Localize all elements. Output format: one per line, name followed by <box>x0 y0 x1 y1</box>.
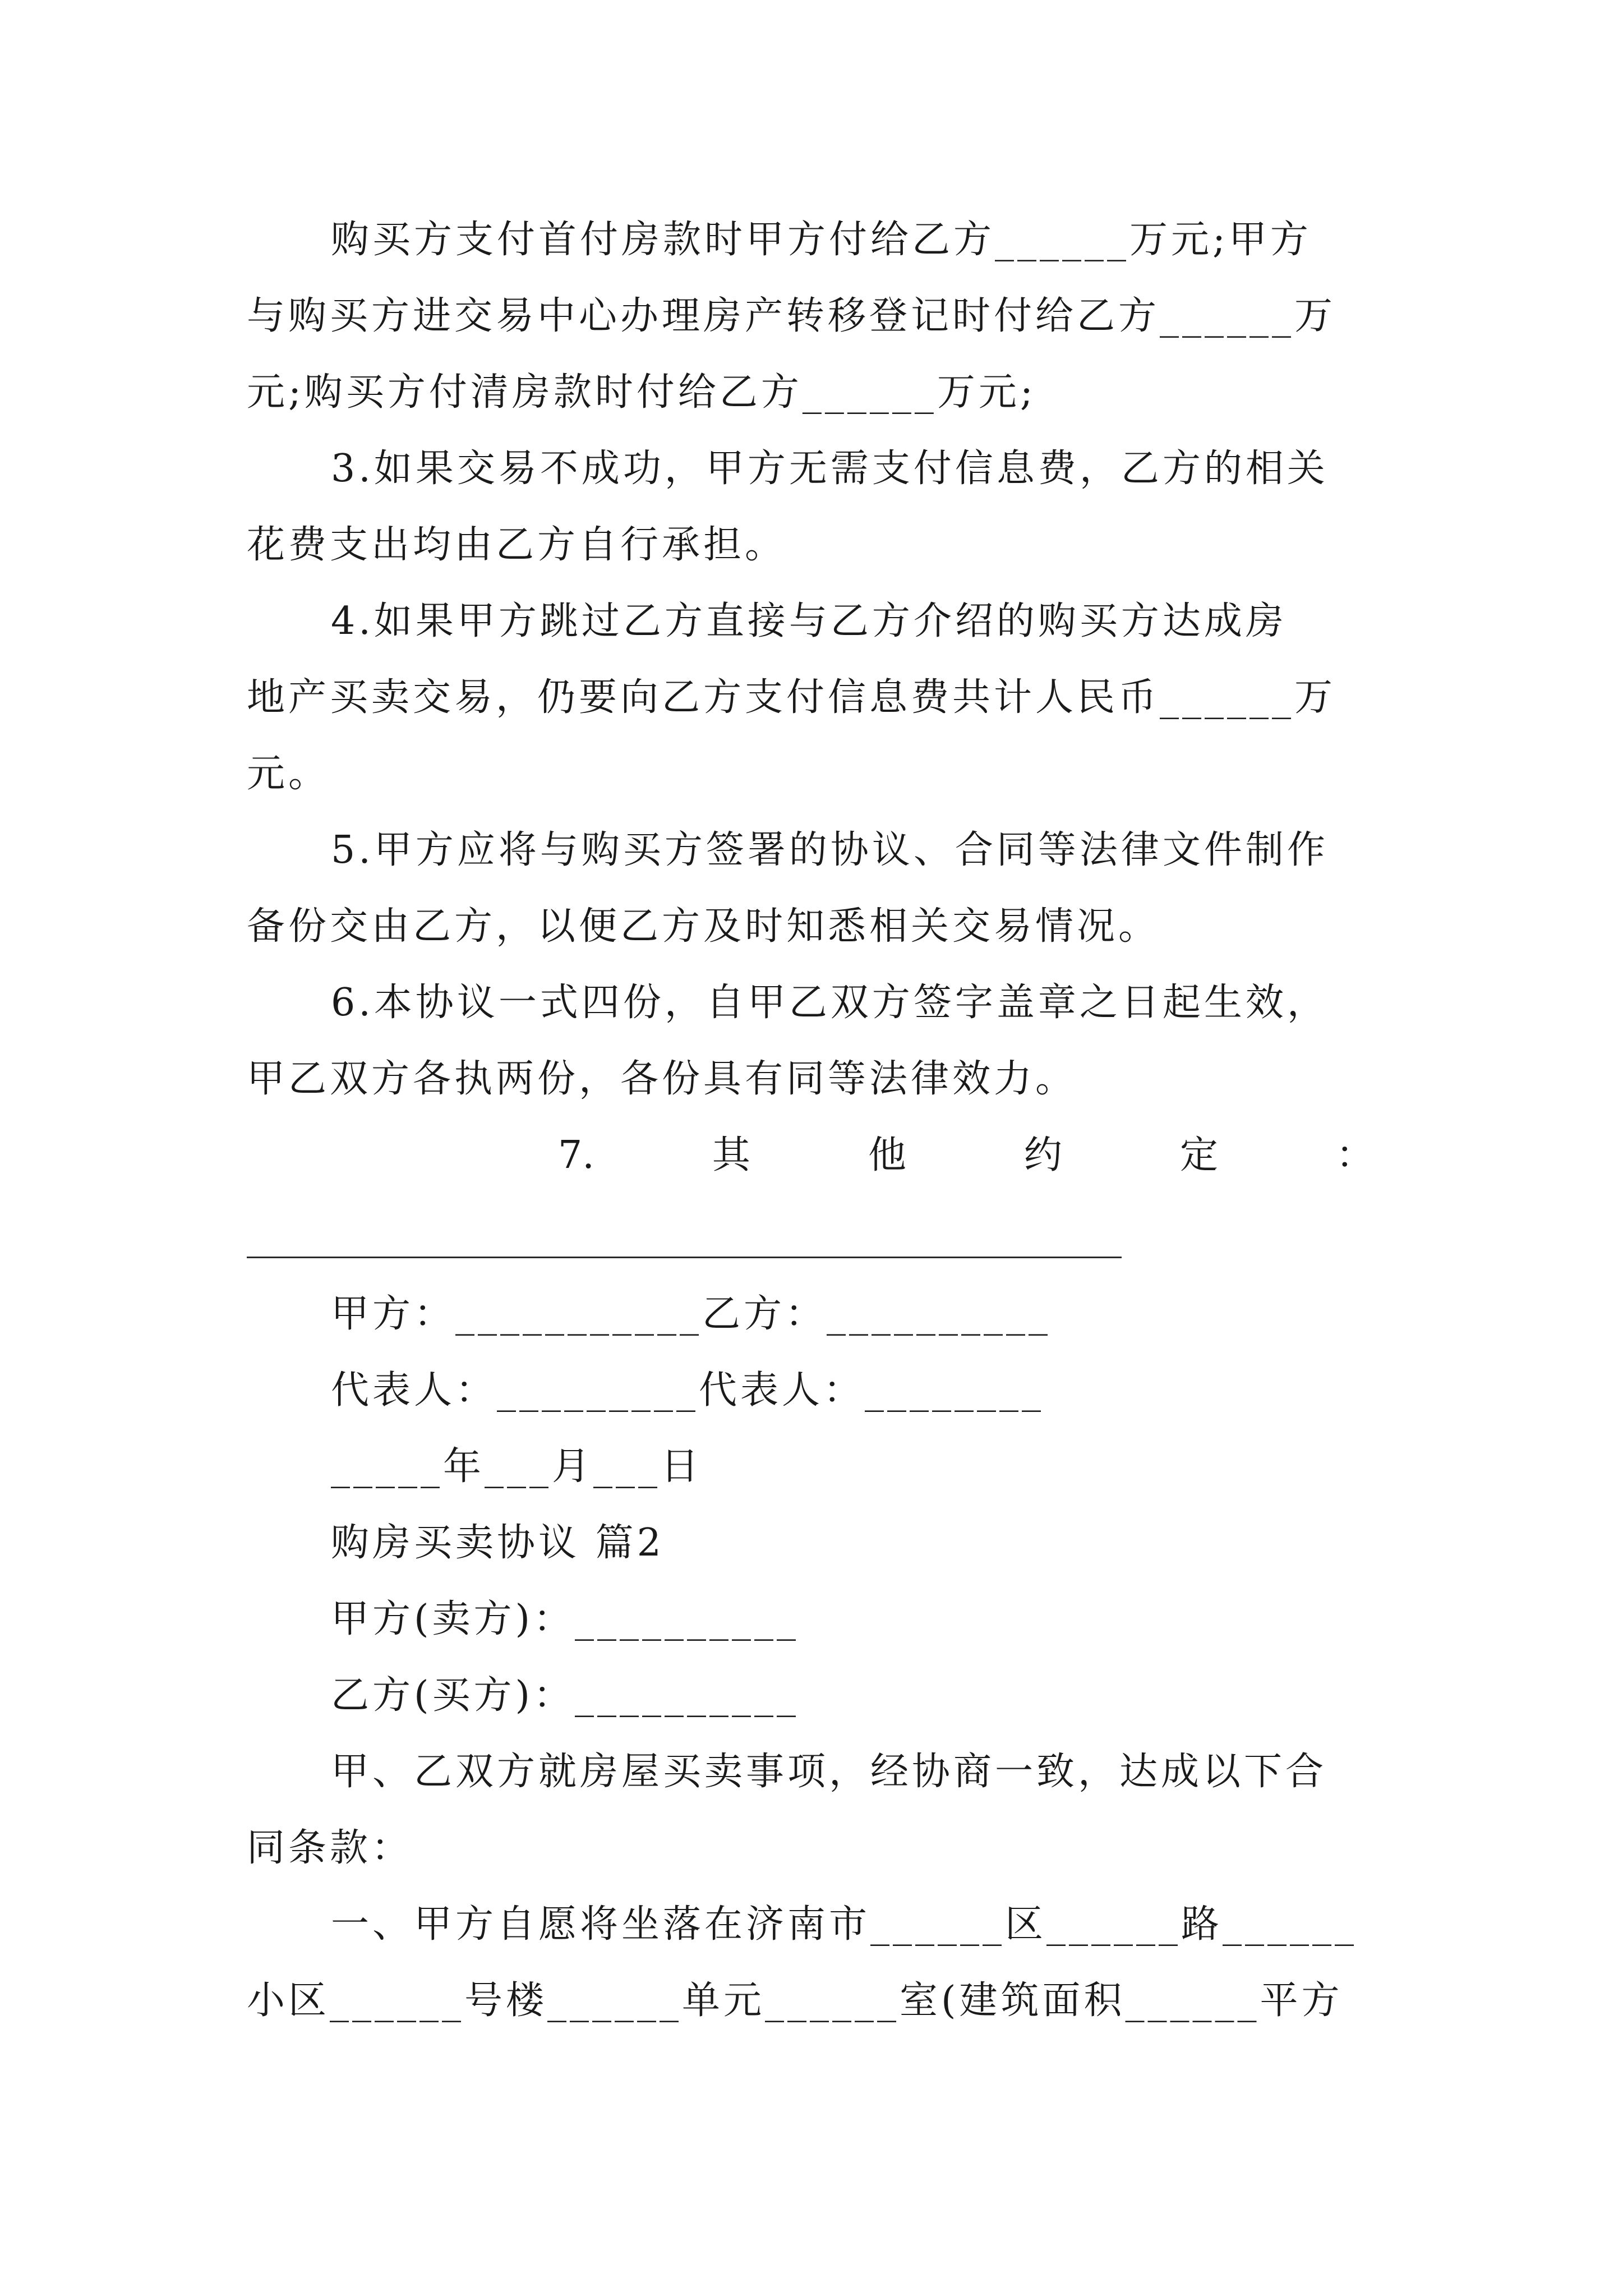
clause-5-line: 备份交由乙方，以便乙方及时知悉相关交易情况。 <box>247 904 1160 949</box>
clause-7-heading <box>558 1117 1374 1194</box>
clause-4-line: 4.如果甲方跳过乙方直接与乙方介绍的购买方达成房 <box>331 599 1287 643</box>
seller-line: 甲方(卖方)：__________ <box>331 1597 800 1641</box>
clause-7-char: 他 <box>868 1133 906 1177</box>
clause-7-number: 7. <box>558 1133 594 1177</box>
buyer-line: 乙方(买方)：__________ <box>331 1673 800 1718</box>
clause-6-line: 6.本协议一式四份，自甲乙双方签字盖章之日起生效， <box>331 981 1329 1025</box>
clause-5-line: 5.甲方应将与购买方签署的协议、合同等法律文件制作 <box>331 828 1329 872</box>
paragraph-line: 购买方支付首付房款时甲方付给乙方______万元;甲方 <box>331 218 1312 262</box>
signature-party-line: 甲方：___________乙方：__________ <box>331 1292 1052 1336</box>
clause-3-line: 3.如果交易不成功，甲方无需支付信息费，乙方的相关 <box>331 447 1329 491</box>
signature-date-line: _____年___月___日 <box>331 1444 703 1489</box>
section-title: 购房买卖协议 篇2 <box>331 1521 665 1565</box>
clause-7-char: 其 <box>712 1133 750 1177</box>
intro-line: 甲、乙双方就房屋买卖事项，经协商一致，达成以下合 <box>331 1750 1327 1794</box>
clause-4-line: 元。 <box>247 752 330 796</box>
clause-7-char: 约 <box>1023 1133 1062 1177</box>
article-1-line: 一、甲方自愿将坐落在济南市______区______路______ <box>331 1902 1358 1947</box>
paragraph-line: 与购买方进交易中心办理房产转移登记时付给乙方______万 <box>247 294 1336 338</box>
paragraph-line: 元;购买方付清房款时付给乙方______万元; <box>247 370 1036 415</box>
clause-3-line: 花费支出均由乙方自行承担。 <box>247 523 787 567</box>
other-agreement-blank-line <box>247 1257 1122 1258</box>
clause-7-char: 定 <box>1179 1133 1218 1177</box>
clause-4-line: 地产买卖交易，仍要向乙方支付信息费共计人民币______万 <box>247 675 1336 720</box>
signature-representative-line: 代表人：_________代表人：________ <box>331 1368 1045 1412</box>
clause-6-line: 甲乙双方各执两份，各份具有同等法律效力。 <box>247 1057 1077 1101</box>
clause-7-colon: ： <box>1335 1133 1374 1177</box>
intro-line: 同条款： <box>247 1826 413 1870</box>
article-1-line: 小区______号楼______单元______室(建筑面积______平方 <box>247 1978 1343 2023</box>
